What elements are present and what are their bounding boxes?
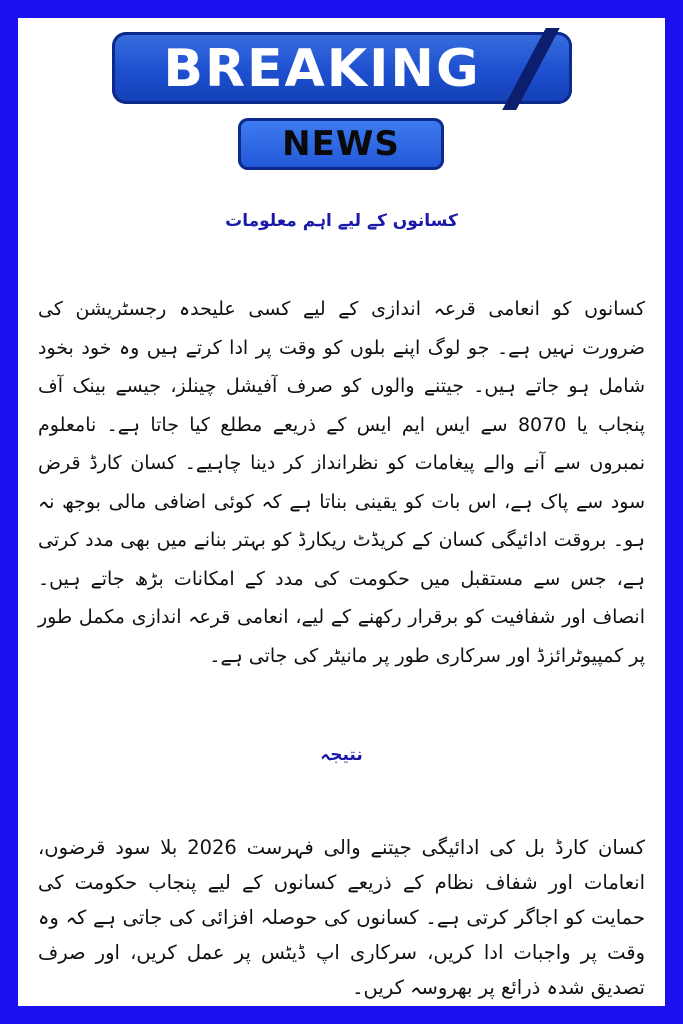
breaking-label: BREAKING (163, 39, 481, 99)
paragraph-conclusion: کسان کارڈ بل کی ادائیگی جیتنے والی فہرست 2026 بلا سود قرضوں، انعامات اور شفاف نظام کے ذریعے کسانوں کے لیے پنجاب حکومت کی حمایت کو اجاگر کرتی ہے۔ کسانوں کی حوصلہ افزائی کی جاتی ہے کہ وہ وقت پر واجبات ادا کریں، سرکاری اپ ڈیٹس پر عمل کریں، اور صرف تصدیق شدہ ذرائع پر بھروسہ کریں۔ (38, 836, 646, 999)
breaking-banner (112, 32, 572, 104)
article-page (18, 18, 665, 1006)
news-label: NEWS (238, 118, 444, 170)
paragraph-info: کسانوں کو انعامی قرعہ اندازی کے لیے کسی علیحدہ رجسٹریشن کی ضرورت نہیں ہے۔ جو لوگ اپنے بلوں کو وقت پر ادا کرتے ہیں وہ خود بخود شامل ہو جاتے ہیں۔ جیتنے والوں کو صرف آفیشل چینلز، جیسے بینک آف پنجاب یا 8070 سے ایس ایم ایس کے ذریعے مطلع کیا جاتا ہے۔ نامعلوم نمبروں سے آنے والے پیغامات کو نظرانداز کر دینا چاہیے۔ کسان کارڈ قرض سود سے پاک ہے، اس بات کو یقینی بناتا ہے کہ کوئی اضافی مالی بوجھ نہ ہو۔ بروقت ادائیگی کسان کے کریڈٹ ریکارڈ کو بہتر بنانے میں بھی مدد کرتی ہے، جس سے مستقبل میں حکومت کی مدد کے امکانات بڑھ جاتے ہیں۔ انصاف اور شفافیت کو برقرار رکھنے کے لیے، انعامی قرعہ اندازی مکمل طور پر کمپیوٹرائزڈ اور سرکاری طور پر مانیٹر کی جاتی ہے۔ (38, 298, 645, 667)
section-heading-conclusion: نتیجہ (320, 745, 363, 765)
section-heading-info: کسانوں کے لیے اہم معلومات (225, 211, 458, 231)
